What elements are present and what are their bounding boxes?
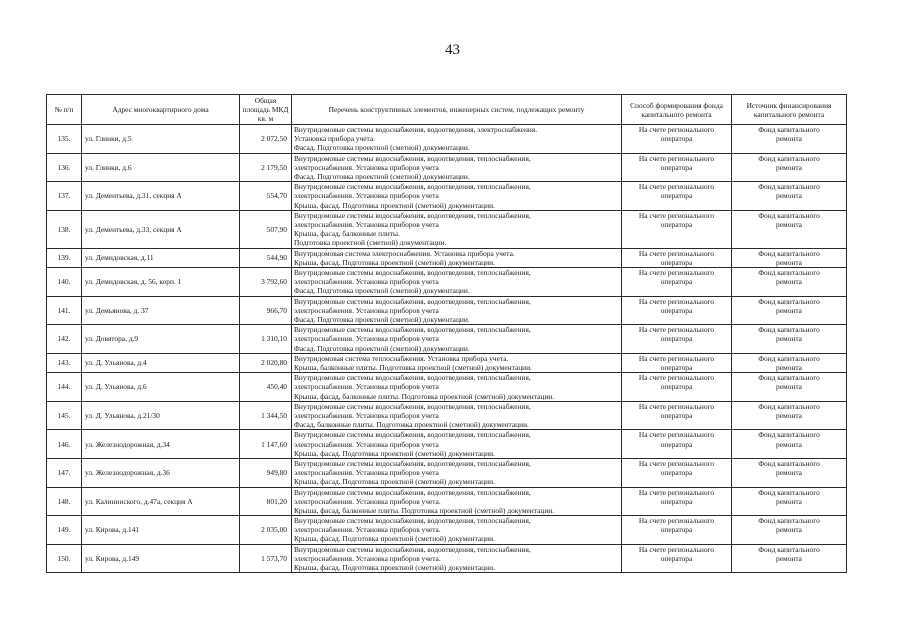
row-area: 801,20 [240, 487, 292, 516]
source-line: Фонд капитального [758, 353, 820, 363]
works-line: Внутридомовые системы водоснабжения, водоотведения, теплоснабжения, [294, 267, 531, 277]
source-line: ремонта [776, 382, 802, 392]
row-address: ул. Демидовская, д.11 [82, 248, 240, 267]
method-line: На счете регионального [638, 248, 715, 258]
works-line: Установка прибора учета. [294, 134, 375, 144]
works-line: Подготовка проектной (сметной) документации. [294, 238, 447, 248]
works-line: Крыша, фасад. Подготовка проектной (сметной) документации. [294, 448, 495, 458]
row-method [622, 458, 732, 487]
table-row [47, 544, 847, 573]
works-line: Внутридомовые системы водоснабжения, водоотведения, теплоснабжения, [294, 544, 531, 554]
source-line: ремонта [776, 553, 802, 563]
row-number: 150. [47, 544, 82, 573]
row-source [732, 544, 847, 573]
method-line: На счете регионального [638, 153, 715, 163]
method-line: На счете регионального [638, 210, 715, 220]
row-number: 137. [47, 182, 82, 211]
table-row [47, 210, 847, 248]
works-line: Крыша, фасад. Подготовка проектной (сметной) документации. [294, 200, 495, 210]
works-line: Крыша, фасад. Подготовка проектной (сметной) документации. [294, 563, 495, 573]
source-line: ремонта [776, 277, 802, 287]
works-line: Внутридомовые системы водоснабжения, водоотведения, теплоснабжения, [294, 210, 531, 220]
table-row [47, 153, 847, 182]
source-line: Фонд капитального [758, 267, 820, 277]
works-line: Фасад. Подготовка проектной (сметной) документации. [294, 143, 470, 153]
row-area: 2 035,00 [240, 516, 292, 545]
row-source [732, 153, 847, 182]
source-line: Фонд капитального [758, 153, 820, 163]
source-line: Фонд капитального [758, 296, 820, 306]
works-line: электроснабжения. Установка приборов учета [294, 468, 439, 478]
row-number: 139. [47, 248, 82, 267]
method-line: оператора [660, 134, 693, 144]
repair-program-table [46, 94, 847, 573]
source-line: Фонд капитального [758, 325, 820, 335]
method-line: оператора [660, 553, 693, 563]
row-works [292, 430, 622, 459]
table-row [47, 487, 847, 516]
row-area: 544,90 [240, 248, 292, 267]
row-number: 138. [47, 210, 82, 248]
works-line: Внутридомовые системы водоснабжения, водоотведения, теплоснабжения, [294, 373, 531, 383]
row-number: 149. [47, 516, 82, 545]
row-source [732, 210, 847, 248]
method-line: оператора [660, 334, 693, 344]
source-line: Фонд капитального [758, 516, 820, 526]
row-area: 1 147,60 [240, 430, 292, 459]
row-area: 1 310,10 [240, 325, 292, 354]
row-address: ул. Демидовская, д. 56, корп. 1 [82, 267, 240, 296]
works-line: Крыша, фасад, балконные плиты. Подготовка проектной (сметной) документации. [294, 505, 555, 515]
method-line: оператора [660, 362, 693, 372]
header-source: Источник финансирования капитального ремонта [732, 95, 847, 125]
works-line: Фасад. Подготовка проектной (сметной) документации. [294, 343, 470, 353]
row-source [732, 353, 847, 372]
row-works [292, 153, 622, 182]
row-address: ул. Калининского, д.47а, секция А [82, 487, 240, 516]
row-method [622, 182, 732, 211]
row-number: 146. [47, 430, 82, 459]
works-line: Фасад. Подготовка проектной (сметной) документации. [294, 314, 470, 324]
row-method [622, 487, 732, 516]
row-works [292, 210, 622, 248]
row-method [622, 153, 732, 182]
works-line: электроснабжения. Установка приборов учета [294, 191, 439, 201]
row-method [622, 516, 732, 545]
source-line: ремонта [776, 468, 802, 478]
row-works [292, 458, 622, 487]
method-line: оператора [660, 382, 693, 392]
works-line: Внутридомовые системы водоснабжения, водоотведения, теплоснабжения, [294, 182, 531, 192]
works-line: электроснабжения. Установка приборов учета [294, 219, 439, 229]
row-address: ул. Дементьева, д.31, секция А [82, 182, 240, 211]
row-number: 142. [47, 325, 82, 354]
source-line: Фонд капитального [758, 430, 820, 440]
header-area: Общая площадь МКД кв. м [240, 95, 292, 125]
method-line: оператора [660, 525, 693, 535]
method-line: оператора [660, 219, 693, 229]
row-area: 1 344,50 [240, 401, 292, 430]
row-address: ул. Д. Ульянова, д.4 [82, 353, 240, 372]
works-line: Внутридомовые системы водоснабжения, водоотведения, теплоснабжения, [294, 487, 531, 497]
row-address: ул. Глинки, д.5 [82, 125, 240, 154]
row-method [622, 544, 732, 573]
works-line: Фасад, балконные плиты. Подготовка проектной (сметной) документации. [294, 420, 529, 430]
row-method [622, 401, 732, 430]
row-address: ул. Кирова, д.149 [82, 544, 240, 573]
row-source [732, 458, 847, 487]
row-address: ул. Глинки, д.6 [82, 153, 240, 182]
source-line: ремонта [776, 191, 802, 201]
works-line: электроснабжения. Установка приборов учета [294, 334, 439, 344]
table-row [47, 430, 847, 459]
works-line: Крыша, фасад. Подготовка проектной (сметной) документации. [294, 477, 495, 487]
table-header-row [47, 95, 847, 125]
method-line: оператора [660, 410, 693, 420]
method-line: оператора [660, 257, 693, 267]
method-line: оператора [660, 191, 693, 201]
row-number: 144. [47, 373, 82, 402]
method-line: оператора [660, 162, 693, 172]
row-method [622, 267, 732, 296]
row-works [292, 125, 622, 154]
source-line: ремонта [776, 496, 802, 506]
row-works [292, 182, 622, 211]
row-number: 141. [47, 296, 82, 325]
row-source [732, 487, 847, 516]
row-source [732, 248, 847, 267]
works-line: электроснабжения. Установка приборов учета [294, 439, 439, 449]
row-number: 140. [47, 267, 82, 296]
row-source [732, 325, 847, 354]
source-line: Фонд капитального [758, 401, 820, 411]
method-line: На счете регионального [638, 430, 715, 440]
method-line: На счете регионального [638, 182, 715, 192]
source-line: Фонд капитального [758, 125, 820, 134]
method-line: оператора [660, 277, 693, 287]
row-works [292, 516, 622, 545]
row-address: ул. Дементьева, д.33, секция А [82, 210, 240, 248]
table-row [47, 182, 847, 211]
method-line: оператора [660, 439, 693, 449]
method-line: На счете регионального [638, 401, 715, 411]
table-row [47, 516, 847, 545]
row-address: ул. Д. Ульянова, д.6 [82, 373, 240, 402]
header-works: Перечень конструктивных элементов, инженерных систем, подлежащих ремонту [292, 95, 622, 125]
row-address: ул. Кирова, д.141 [82, 516, 240, 545]
row-area: 966,70 [240, 296, 292, 325]
row-area: 2 020,80 [240, 353, 292, 372]
row-number: 135. [47, 125, 82, 154]
method-line: На счете регионального [638, 373, 715, 383]
source-line: ремонта [776, 362, 802, 372]
source-line: ремонта [776, 134, 802, 144]
works-line: Внутридомовые системы водоснабжения, водоотведения, теплоснабжения, [294, 325, 531, 335]
row-number: 148. [47, 487, 82, 516]
page-number: 43 [445, 42, 460, 58]
header-method: Способ формирования фонда капитального ремонта [622, 95, 732, 125]
row-works [292, 248, 622, 267]
works-line: Крыша, фасад, балконные плиты. [294, 229, 400, 239]
row-works [292, 267, 622, 296]
row-number: 136. [47, 153, 82, 182]
table-row [47, 325, 847, 354]
works-line: электроснабжения. Установка приборов учета. [294, 496, 441, 506]
works-line: электроснабжения. Установка приборов учета. [294, 553, 441, 563]
row-source [732, 401, 847, 430]
row-method [622, 353, 732, 372]
row-works [292, 401, 622, 430]
works-line: Фасад. Подготовка проектной (сметной) документации. [294, 286, 470, 296]
table-row [47, 353, 847, 372]
method-line: На счете регионального [638, 125, 715, 134]
table-row [47, 373, 847, 402]
row-address: ул. Железнодорожная, д.36 [82, 458, 240, 487]
works-line: Крыша, фасад. Подготовка проектной (сметной) документации. [294, 257, 495, 267]
works-line: Крыша, фасад, балконные плиты. Подготовка проектной (сметной) документации. [294, 391, 555, 401]
row-area: 2 072,50 [240, 125, 292, 154]
row-method [622, 210, 732, 248]
works-line: Внутридомовые системы водоснабжения, водоотведения, теплоснабжения, [294, 296, 531, 306]
source-line: ремонта [776, 305, 802, 315]
row-source [732, 296, 847, 325]
source-line: ремонта [776, 257, 802, 267]
method-line: На счете регионального [638, 544, 715, 554]
table-body [47, 125, 847, 573]
row-works [292, 544, 622, 573]
works-line: электроснабжения. Установка приборов учета [294, 305, 439, 315]
source-line: ремонта [776, 162, 802, 172]
source-line: Фонд капитального [758, 210, 820, 220]
row-address: ул. Довятора, д.9 [82, 325, 240, 354]
row-method [622, 373, 732, 402]
row-area: 1 573,70 [240, 544, 292, 573]
row-method [622, 296, 732, 325]
table-row [47, 401, 847, 430]
method-line: На счете регионального [638, 458, 715, 468]
works-line: Внутридомовые системы водоснабжения, водоотведения, теплоснабжения, [294, 153, 531, 163]
row-works [292, 325, 622, 354]
method-line: На счете регионального [638, 353, 715, 363]
works-line: Внутридомовая система электроснабжения. Установка прибора учета. [294, 248, 515, 258]
row-address: ул. Д. Ульянова, д.21/30 [82, 401, 240, 430]
row-method [622, 430, 732, 459]
row-area: 3 792,60 [240, 267, 292, 296]
source-line: ремонта [776, 439, 802, 449]
source-line: Фонд капитального [758, 182, 820, 192]
row-source [732, 182, 847, 211]
row-method [622, 325, 732, 354]
row-source [732, 516, 847, 545]
row-works [292, 296, 622, 325]
row-source [732, 430, 847, 459]
header-num: № п/п [47, 95, 82, 125]
source-line: Фонд капитального [758, 544, 820, 554]
row-area: 2 179,50 [240, 153, 292, 182]
works-line: электроснабжения. Установка приборов учета. [294, 525, 441, 535]
row-works [292, 373, 622, 402]
table-row [47, 458, 847, 487]
row-works [292, 353, 622, 372]
table-row [47, 296, 847, 325]
works-line: электроснабжения. Установка приборов учета [294, 277, 439, 287]
source-line: Фонд капитального [758, 373, 820, 383]
source-line: Фонд капитального [758, 487, 820, 497]
works-line: Внутридомовая система теплоснабжения. Установка прибора учета. [294, 353, 509, 363]
table-row [47, 267, 847, 296]
method-line: На счете регионального [638, 325, 715, 335]
source-line: ремонта [776, 525, 802, 535]
works-line: Внутридомовые системы водоснабжения, водоотведения, теплоснабжения, [294, 401, 531, 411]
source-line: ремонта [776, 410, 802, 420]
works-line: Внутридомовые системы водоснабжения, водоотведения, теплоснабжения, [294, 458, 531, 468]
method-line: На счете регионального [638, 267, 715, 277]
row-address: ул. Железнодорожная, д.34 [82, 430, 240, 459]
row-area: 949,80 [240, 458, 292, 487]
method-line: оператора [660, 305, 693, 315]
row-method [622, 125, 732, 154]
works-line: электроснабжения. Установка приборов учета [294, 382, 439, 392]
row-number: 147. [47, 458, 82, 487]
row-area: 507,90 [240, 210, 292, 248]
method-line: оператора [660, 496, 693, 506]
row-address: ул. Демьянова, д. 37 [82, 296, 240, 325]
table-row [47, 125, 847, 154]
source-line: Фонд капитального [758, 458, 820, 468]
works-line: Крыша, балконные плиты. Подготовка проектной (сметной) документации. [294, 362, 532, 372]
method-line: На счете регионального [638, 487, 715, 497]
source-line: ремонта [776, 219, 802, 229]
works-line: Внутридомовые системы водоснабжения, водоотведения, теплоснабжения, [294, 430, 531, 440]
works-line: Внутридомовые системы водоснабжения, водоотведения, теплоснабжения, [294, 516, 531, 526]
row-works [292, 487, 622, 516]
method-line: На счете регионального [638, 296, 715, 306]
row-number: 145. [47, 401, 82, 430]
row-number: 143. [47, 353, 82, 372]
works-line: Внутридомовые системы водоснабжения, водоотведения, электроснабжения. [294, 125, 538, 134]
method-line: оператора [660, 468, 693, 478]
row-area: 554,70 [240, 182, 292, 211]
source-line: ремонта [776, 334, 802, 344]
row-source [732, 373, 847, 402]
works-line: Крыша, фасад. Подготовка проектной (сметной) документации. [294, 534, 495, 544]
row-area: 450,40 [240, 373, 292, 402]
header-address: Адрес многоквартирного дома [82, 95, 240, 125]
works-line: электроснабжения. Установка приборов учета [294, 410, 439, 420]
method-line: На счете регионального [638, 516, 715, 526]
works-line: Фасад. Подготовка проектной (сметной) документации. [294, 171, 470, 181]
table-row [47, 248, 847, 267]
row-source [732, 125, 847, 154]
row-method [622, 248, 732, 267]
row-source [732, 267, 847, 296]
source-line: Фонд капитального [758, 248, 820, 258]
works-line: электроснабжения. Установка приборов учета [294, 162, 439, 172]
